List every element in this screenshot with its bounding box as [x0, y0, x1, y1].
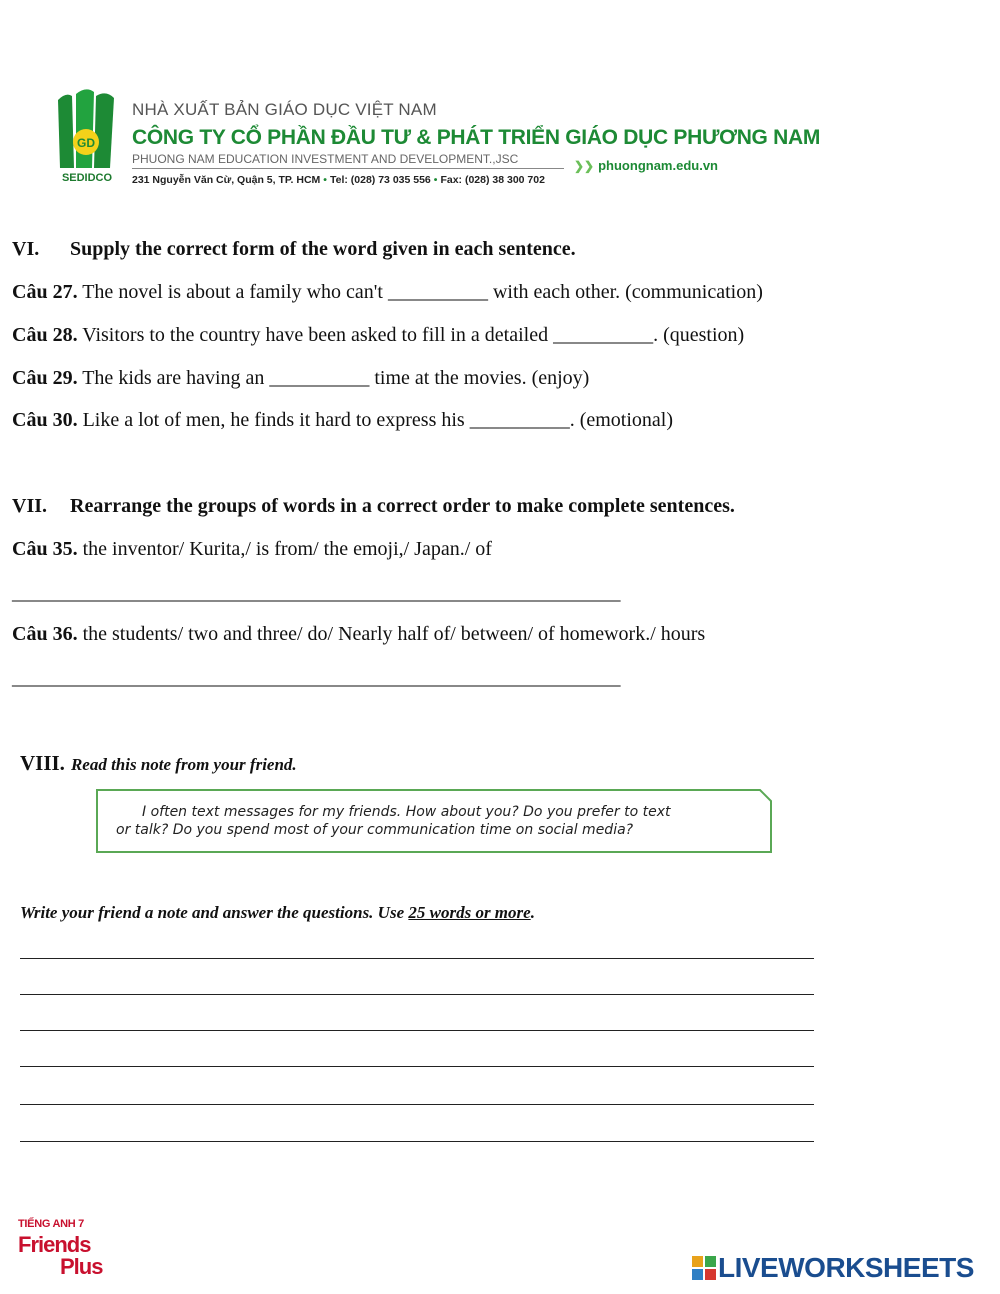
writing-line-6[interactable] — [20, 1141, 814, 1142]
section-instruction: Read this note from your friend. — [70, 755, 297, 774]
question-text: The novel is about a family who can't __________ with each other. (communication) — [82, 281, 763, 303]
friends-plus-logo — [18, 1218, 128, 1282]
writing-line-5[interactable] — [20, 1104, 814, 1105]
write-instruction — [20, 903, 535, 923]
section-title-text: Rearrange the groups of words in a correct order to make complete sentences. — [70, 495, 735, 517]
note-text — [116, 803, 766, 839]
publisher-header — [52, 88, 821, 194]
svg-text:GD: GD — [77, 136, 95, 150]
section-title-text: Supply the correct form of the word given in each sentence. — [70, 238, 576, 260]
book-title-friends: Friends — [18, 1232, 91, 1257]
writing-line-3[interactable] — [20, 1030, 814, 1031]
question-28 — [12, 324, 744, 347]
question-30 — [12, 409, 673, 432]
friend-note-box — [96, 789, 772, 853]
section-number: VIII. — [20, 751, 65, 775]
question-35 — [12, 538, 492, 561]
question-27 — [12, 281, 763, 304]
company-name-vn: CÔNG TY CỔ PHẦN ĐẦU TƯ & PHÁT TRIỂN GIÁO DỤC PHƯƠNG NAM — [132, 126, 821, 149]
word-count-requirement: 25 words or more — [408, 903, 531, 922]
note-line-2: or talk? Do you spend most of your communication time on social media? — [116, 822, 634, 838]
book-series: TIẾNG ANH 7 — [18, 1218, 84, 1230]
website-link[interactable] — [574, 158, 718, 173]
book-title-plus: Plus — [60, 1254, 103, 1279]
note-line-1: I often text messages for my friends. How about you? Do you prefer to text — [142, 804, 671, 820]
question-text: Like a lot of men, he finds it hard to express his __________. (emotional) — [82, 409, 674, 431]
fax: Fax: (028) 38 300 702 — [440, 174, 545, 186]
write-instruction-prefix: Write your friend a note and answer the questions. Use — [20, 903, 409, 922]
bullet-icon: • — [323, 174, 327, 186]
liveworksheets-watermark — [692, 1252, 990, 1286]
section-6-title — [12, 238, 576, 261]
bullet-icon: • — [433, 174, 438, 186]
section-number: VII. — [12, 495, 48, 517]
liveworksheets-text: LIVEWORKSHEETS — [718, 1252, 974, 1283]
question-text: The kids are having an __________ time at the movies. (enjoy) — [82, 367, 590, 389]
question-label: Câu 28. — [12, 324, 78, 346]
section-8-title — [20, 751, 297, 776]
section-7-title — [12, 495, 735, 518]
write-instruction-suffix: . — [530, 903, 535, 922]
double-chevron-right-icon: ❯❯ — [574, 159, 595, 173]
header-divider — [132, 168, 564, 169]
writing-line-1[interactable] — [20, 958, 814, 959]
contact-info — [132, 174, 545, 186]
writing-line-4[interactable] — [20, 1066, 814, 1067]
website-text: phuongnam.edu.vn — [598, 158, 718, 173]
question-text: the inventor/ Kurita,/ is from/ the emoji,/ Japan./ of — [82, 538, 492, 560]
sedidco-logo — [52, 88, 122, 188]
liveworksheets-badge-icon — [692, 1256, 716, 1280]
logo-text: SEDIDCO — [61, 172, 113, 184]
question-29 — [12, 367, 589, 390]
address: 231 Nguyễn Văn Cừ, Quận 5, TP. HCM — [132, 174, 321, 186]
section-number: VI. — [12, 238, 40, 260]
tel: Tel: (028) 73 035 556 — [329, 174, 431, 186]
question-label: Câu 35. — [12, 538, 78, 560]
question-text: Visitors to the country have been asked to fill in a detailed __________. (question) — [82, 324, 745, 346]
question-36 — [12, 623, 705, 646]
question-label: Câu 27. — [12, 281, 78, 303]
answer-line-35[interactable]: ________________________________________________________________ — [12, 582, 620, 604]
question-label: Câu 36. — [12, 623, 78, 645]
question-text: the students/ two and three/ do/ Nearly half of/ between/ of homework./ hours — [82, 623, 706, 645]
answer-line-36[interactable]: ________________________________________________________________ — [12, 667, 620, 689]
question-label: Câu 29. — [12, 367, 78, 389]
question-label: Câu 30. — [12, 409, 78, 431]
writing-line-2[interactable] — [20, 994, 814, 995]
publisher-name: NHÀ XUẤT BẢN GIÁO DỤC VIỆT NAM — [132, 100, 437, 119]
company-name-en: PHUONG NAM EDUCATION INVESTMENT AND DEVELOPMENT.,JSC — [132, 152, 519, 166]
